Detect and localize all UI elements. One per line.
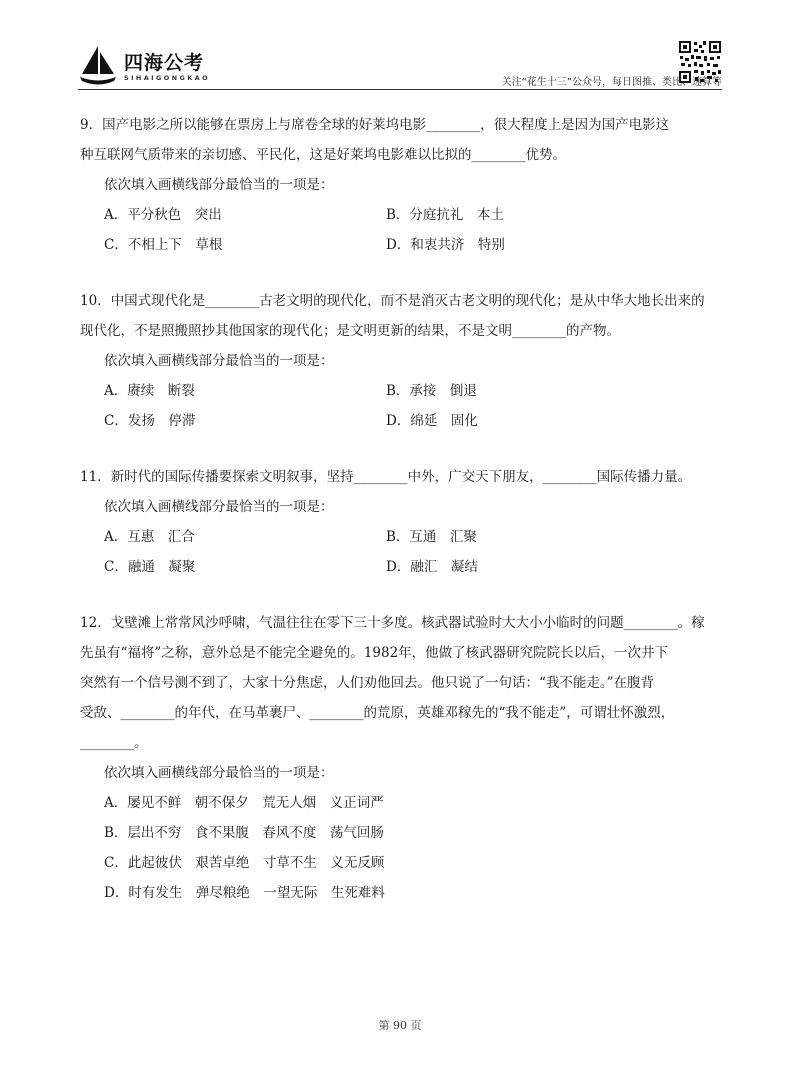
question-number: 10． — [80, 293, 111, 309]
question-number: 11． — [80, 469, 111, 485]
logo-subtitle: SIHAIGONGKAO — [124, 74, 211, 82]
stem-line: 先虽有“福将”之称，意外总是不能完全避免的。1982年，他做了核武器研究院院长以后，一次井下 — [80, 645, 669, 661]
question-stem — [80, 286, 730, 316]
header-slogan: 关注“花生十三”公众号，每日图推、类比、速算等 — [501, 77, 722, 88]
question-stem — [80, 462, 730, 492]
option-c: C．不相上下 草根 — [104, 237, 223, 253]
option-d: D．时有发生 弹尽粮绝 一望无际 生死难料 — [104, 885, 385, 901]
option-b: B．承接 倒退 — [386, 383, 477, 399]
option-b: B．层出不穷 食不果腹 春风不度 荡气回肠 — [104, 825, 384, 841]
option-a: A．互惠 汇合 — [104, 529, 195, 545]
question-11 — [80, 462, 730, 582]
option-c: C．发扬 停滞 — [104, 413, 196, 429]
options — [80, 200, 730, 260]
stem-line: 突然有一个信号测不到了，大家十分焦虑，人们劝他回去。他只说了一句话：“我不能走。”在腹背 — [80, 675, 655, 691]
stem-line: 现代化，不是照搬照抄其他国家的现代化；是文明更新的结果，不是文明________的产物。 — [80, 323, 620, 339]
stem-line: 新时代的国际传播要探索文明叙事，坚持________中外，广交天下朋友，________国际传播力量。 — [110, 469, 692, 485]
sailboat-logo-icon — [78, 44, 118, 86]
brand-logo — [78, 44, 228, 92]
question-prompt: 依次填入画横线部分最恰当的一项是： — [104, 353, 334, 369]
header-divider — [78, 89, 722, 90]
stem-line: 种互联网气质带来的亲切感、平民化，这是好莱坞电影难以比拟的________优势。 — [80, 147, 566, 163]
option-b: B．互通 汇聚 — [386, 529, 477, 545]
logo-title: 四海公考 — [124, 52, 205, 74]
page-header — [0, 0, 800, 92]
option-b: B．分庭抗礼 本土 — [386, 207, 504, 223]
question-12 — [80, 608, 730, 908]
option-c: C．融通 凝聚 — [104, 559, 196, 575]
question-number: 12． — [80, 615, 111, 631]
question-number: 9． — [80, 117, 103, 133]
option-d: D．融汇 凝结 — [386, 559, 478, 575]
option-a: A．屡见不鲜 朝不保夕 荒无人烟 义正词严 — [104, 795, 384, 811]
options — [80, 522, 730, 582]
options — [80, 376, 730, 436]
stem-line: ________。 — [80, 735, 148, 751]
question-prompt: 依次填入画横线部分最恰当的一项是： — [104, 499, 334, 515]
question-list — [80, 110, 730, 908]
question-stem — [80, 608, 730, 638]
option-c: C．此起彼伏 艰苦卓绝 寸草不生 义无反顾 — [104, 855, 385, 871]
stem-line: 受敌、________的年代，在马革裹尸、________的荒原，英雄邓稼先的“我不能走”，可谓壮怀激烈， — [80, 705, 675, 721]
question-prompt: 依次填入画横线部分最恰当的一项是： — [104, 765, 334, 781]
stem-line: 戈壁滩上常常风沙呼啸，气温往往在零下三十多度。核武器试验时大大小小临时的问题________。稼 — [110, 615, 705, 631]
option-d: D．绵延 固化 — [386, 413, 478, 429]
question-stem — [80, 110, 730, 140]
question-prompt: 依次填入画横线部分最恰当的一项是： — [104, 177, 334, 193]
option-a: A．平分秋色 突出 — [104, 207, 222, 223]
stem-line: 中国式现代化是________古老文明的现代化，而不是消灭古老文明的现代化；是从中华大地长出来的 — [110, 293, 705, 309]
stem-line: 国产电影之所以能够在票房上与席卷全球的好莱坞电影________，很大程度上是因为国产电影这 — [102, 117, 670, 133]
page-number: 第 90 页 — [378, 1019, 422, 1032]
option-a: A．赓续 断裂 — [104, 383, 195, 399]
question-10 — [80, 286, 730, 436]
options — [80, 788, 730, 908]
question-9 — [80, 110, 730, 260]
option-d: D．和衷共济 特别 — [386, 237, 505, 253]
